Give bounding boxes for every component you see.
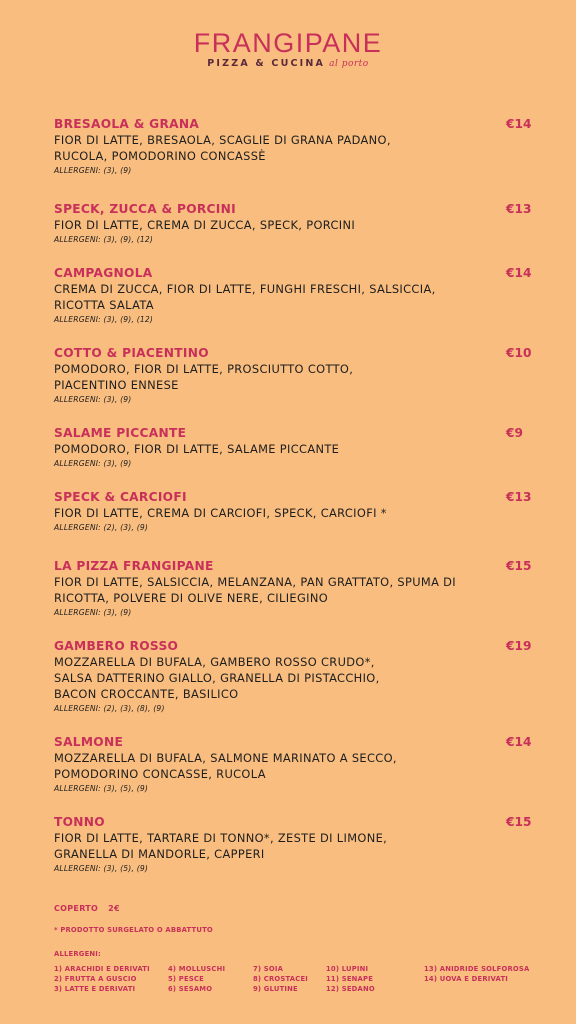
allergen-entry: 11) SENAPE [326,975,374,983]
item-description-line: POMODORO, FIOR DI LATTE, SALAME PICCANTE [54,442,340,456]
allergens-legend-column [253,964,308,994]
item-price: €13 [506,490,532,504]
item-price: €14 [506,735,532,749]
brand-subtitle-line [0,58,576,69]
item-allergens [54,164,534,178]
allergen-entry: 3) LATTE E DERIVATI [54,985,136,993]
menu-item [54,265,534,327]
allergen-entry: 7) SOIA [253,965,284,973]
coperto-line [54,904,120,913]
item-description [54,361,534,393]
brand-title: FRANGIPANE [193,28,383,58]
item-description-line: MOZZARELLA DI BUFALA, SALMONE MARINATO A SECCO, [54,751,397,765]
item-allergens-label: ALLERGENI: [54,235,101,244]
allergens-legend-title: ALLERGENI: [54,950,101,958]
allergen-entry: 2) FRUTTA A GUSCIO [54,975,137,983]
item-name: TONNO [54,815,105,829]
item-name: GAMBERO ROSSO [54,639,179,653]
allergens-legend-column [326,964,375,994]
item-allergens [54,862,534,876]
item-allergens-values: (3), (9) [100,608,132,617]
item-allergens-label: ALLERGENI: [54,608,101,617]
item-name: COTTO & PIACENTINO [54,346,209,360]
item-description [54,505,534,521]
item-name: SPECK & CARCIOFI [54,490,187,504]
item-allergens-label: ALLERGENI: [54,315,101,324]
item-description-line: RICOTTA SALATA [54,298,154,312]
item-price: €15 [506,559,532,573]
item-description [54,281,534,313]
item-allergens-values: (3), (9), (12) [100,235,154,244]
menu-item [54,489,534,535]
allergen-entry: 10) LUPINI [326,965,369,973]
item-price: €9 [506,426,523,440]
item-description [54,830,534,862]
item-allergens [54,606,534,620]
item-description-line: SALSA DATTERINO GIALLO, GRANELLA DI PISTACCHIO, [54,671,380,685]
menu-item [54,558,534,620]
item-name: BRESAOLA & GRANA [54,117,200,131]
frozen-product-note: * PRODOTTO SURGELATO O ABBATTUTO [54,926,213,934]
item-description-line: FIOR DI LATTE, BRESAOLA, SCAGLIE DI GRANA PADANO, [54,133,391,147]
item-description-line: POMODORO, FIOR DI LATTE, PROSCIUTTO COTTO, [54,362,354,376]
item-name: LA PIZZA FRANGIPANE [54,559,214,573]
brand-subtitle: PIZZA & CUCINA [207,58,326,69]
allergen-entry: 5) PESCE [168,975,204,983]
item-allergens-label: ALLERGENI: [54,166,101,175]
item-allergens-label: ALLERGENI: [54,784,101,793]
item-description-line: FIOR DI LATTE, SALSICCIA, MELANZANA, PAN GRATTATO, SPUMA DI [54,575,457,589]
item-allergens-values: (3), (9) [100,395,132,404]
item-description-line: MOZZARELLA DI BUFALA, GAMBERO ROSSO CRUDO*, [54,655,375,669]
item-name: SPECK, ZUCCA & PORCINI [54,202,236,216]
menu-item [54,734,534,796]
item-allergens-values: (3), (5), (9) [100,784,149,793]
item-description-line: BACON CROCCANTE, BASILICO [54,687,239,701]
item-price: €19 [506,639,532,653]
item-allergens [54,393,534,407]
menu-item [54,201,534,247]
allergen-entry: 12) SEDANO [326,985,375,993]
allergen-entry: 1) ARACHIDI E DERIVATI [54,965,150,973]
item-allergens-label: ALLERGENI: [54,704,101,713]
item-description-line: PIACENTINO ENNESE [54,378,179,392]
coperto-label: COPERTO [54,904,99,913]
item-price: €14 [506,266,532,280]
item-allergens-label: ALLERGENI: [54,523,101,532]
item-allergens-values: (2), (3), (9) [100,523,149,532]
item-description [54,132,534,164]
item-allergens-label: ALLERGENI: [54,395,101,404]
item-allergens [54,782,534,796]
item-allergens-label: ALLERGENI: [54,864,101,873]
item-allergens-values: (2), (3), (8), (9) [100,704,165,713]
item-price: €15 [506,815,532,829]
item-price: €13 [506,202,532,216]
item-name: SALMONE [54,735,124,749]
allergen-entry: 14) UOVA E DERIVATI [424,975,509,983]
allergen-entry: 4) MOLLUSCHI [168,965,226,973]
menu-item [54,814,534,876]
item-description-line: FIOR DI LATTE, CREMA DI CARCIOFI, SPECK, CARCIOFI * [54,506,387,520]
item-allergens-values: (3), (9), (12) [100,315,154,324]
item-allergens [54,702,534,716]
item-name: CAMPAGNOLA [54,266,153,280]
item-price: €10 [506,346,532,360]
item-description-line: GRANELLA DI MANDORLE, CAPPERI [54,847,265,861]
item-allergens-values: (3), (5), (9) [100,864,149,873]
item-description-line: RUCOLA, POMODORINO CONCASSÈ [54,149,266,163]
item-description [54,654,534,702]
menu-item [54,425,534,471]
item-description-line: FIOR DI LATTE, TARTARE DI TONNO*, ZESTE DI LIMONE, [54,831,388,845]
item-name: SALAME PICCANTE [54,426,187,440]
item-description-line: FIOR DI LATTE, CREMA DI ZUCCA, SPECK, PORCINI [54,218,356,232]
menu-item [54,638,534,716]
brand-header [0,28,576,69]
allergens-legend-column [424,964,529,984]
item-price: €14 [506,117,532,131]
item-allergens [54,313,534,327]
allergen-entry: 9) GLUTINE [253,985,298,993]
item-description-line: POMODORINO CONCASSE, RUCOLA [54,767,266,781]
item-description [54,441,534,457]
item-allergens [54,521,534,535]
item-description [54,217,534,233]
allergens-legend-column [54,964,150,994]
item-description-line: RICOTTA, POLVERE DI OLIVE NERE, CILIEGINO [54,591,329,605]
item-allergens-values: (3), (9) [100,166,132,175]
item-description [54,750,534,782]
menu-item [54,116,534,178]
allergens-legend-column [168,964,225,994]
allergen-entry: 8) CROSTACEI [253,975,309,983]
item-description-line: CREMA DI ZUCCA, FIOR DI LATTE, FUNGHI FRESCHI, SALSICCIA, [54,282,436,296]
item-allergens [54,457,534,471]
coperto-value: 2€ [108,904,120,913]
brand-script: al porto [329,59,369,69]
allergen-entry: 13) ANIDRIDE SOLFOROSA [424,965,530,973]
item-allergens-label: ALLERGENI: [54,459,101,468]
item-description [54,574,534,606]
menu-item [54,345,534,407]
allergen-entry: 6) SESAMO [168,985,213,993]
item-allergens-values: (3), (9) [100,459,132,468]
item-allergens [54,233,534,247]
